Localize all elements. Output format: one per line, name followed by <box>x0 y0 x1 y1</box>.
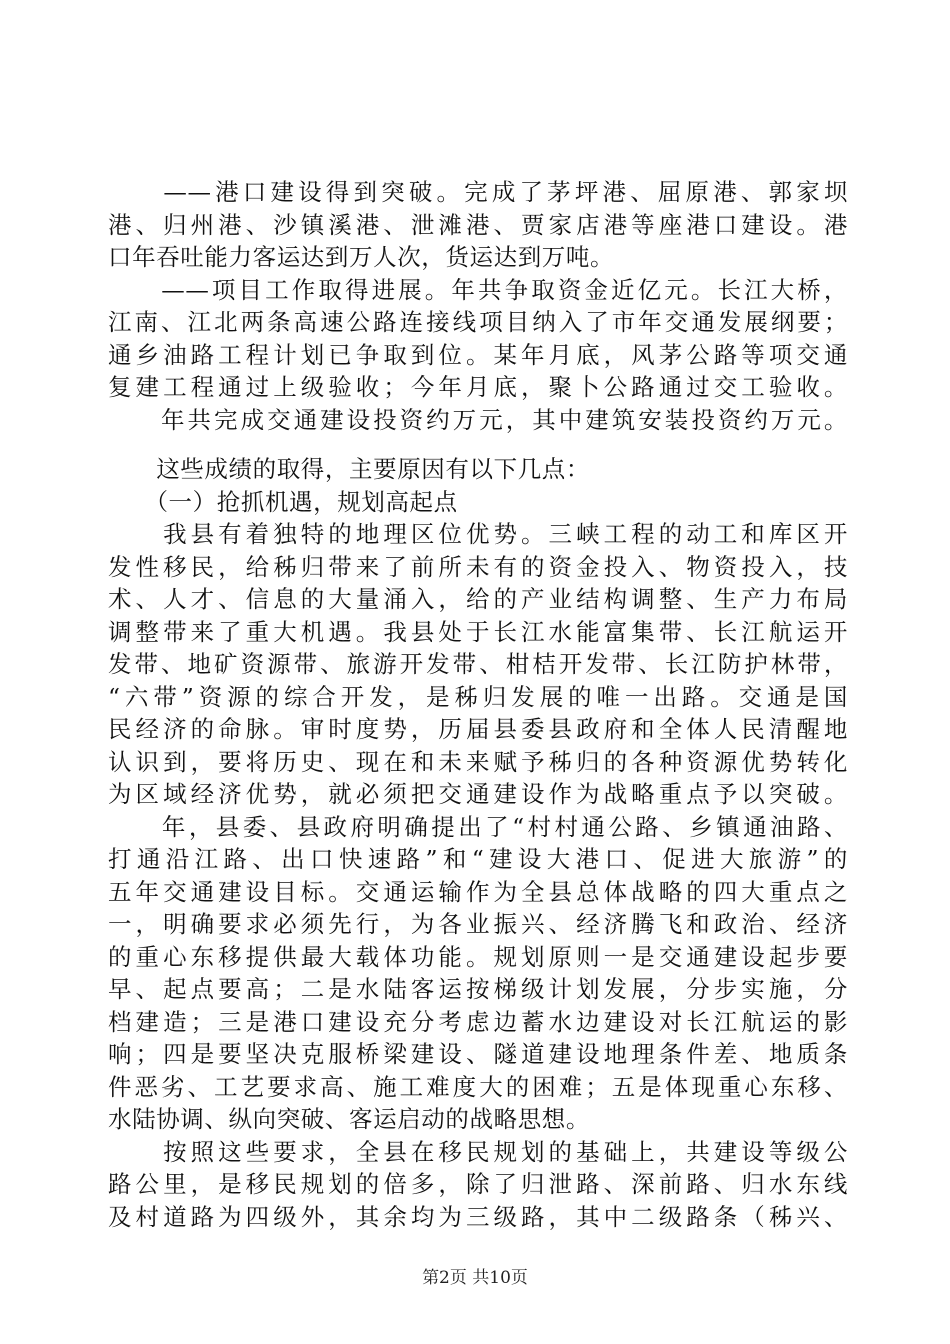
text-line: 的重心东移提供最大载体功能。规划原则一是交通建设起步要 <box>108 942 848 971</box>
text-line: 路公里，是移民规划的倍多，除了归泄路、深前路、归水东线 <box>108 1170 848 1198</box>
text-line: 按照这些要求，全县在移民规划的基础上，共建设等级公 <box>108 1137 848 1166</box>
text-line: 这些成绩的取得，主要原因有以下几点： <box>108 455 590 483</box>
paragraph-gap <box>108 436 848 453</box>
page-footer: 第2页 共10页 <box>422 1268 528 1288</box>
text-line: 江南、江北两条高速公路连接线项目纳入了市年交通发展纲要； <box>108 308 848 336</box>
text-line: 一，明确要求必须先行，为各业振兴、经济腾飞和政治、经济 <box>108 910 848 938</box>
text-line: 件恶劣、工艺要求高、施工难度大的困难；五是体现重心东移、 <box>108 1072 848 1101</box>
text-line: 我县有着独特的地理区位优势。三峡工程的动工和库区开 <box>108 520 848 548</box>
text-line: 五年交通建设目标。交通运输作为全县总体战略的四大重点之 <box>108 877 848 906</box>
text-line: ——港口建设得到突破。完成了茅坪港、屈原港、郭家坝 <box>108 178 848 206</box>
text-line: 为区域经济优势，就必须把交通建设作为战略重点予以突破。 <box>108 780 848 808</box>
text-line: 打通沿江路、出口快速路”和“建设大港口、促进大旅游”的 <box>108 845 848 873</box>
text-line: 口年吞吐能力客运达到万人次，货运达到万吨。 <box>108 243 615 271</box>
text-line: 港、归州港、沙镇溪港、泄滩港、贾家店港等座港口建设。港 <box>108 210 848 239</box>
text-line: （一）抢抓机遇，规划高起点 <box>108 487 458 516</box>
text-line: 发性移民，给秭归带来了前所未有的资金投入、物资投入，技 <box>108 552 848 581</box>
text-line: 发带、地矿资源带、旅游开发带、柑桔开发带、长江防护林带， <box>108 650 848 678</box>
text-line: “六带”资源的综合开发，是秭归发展的唯一出路。交通是国 <box>108 682 848 711</box>
text-line: ——项目工作取得进展。年共争取资金近亿元。长江大桥， <box>108 275 848 304</box>
text-line: 响；四是要坚决克服桥梁建设、隧道建设地理条件差、地质条 <box>108 1040 848 1068</box>
text-line: 复建工程通过上级验收；今年月底，聚卜公路通过交工验收。 <box>108 373 848 401</box>
text-line: 年，县委、县政府明确提出了“村村通公路、乡镇通油路、 <box>108 812 848 841</box>
text-line: 早、起点要高；二是水陆客运按梯级计划发展，分步实施，分 <box>108 975 848 1003</box>
text-line: 及村道路为四级外，其余均为三级路，其中二级路条（秭兴、 <box>108 1202 848 1231</box>
text-line: 档建造；三是港口建设充分考虑边蓄水边建设对长江航运的影 <box>108 1007 848 1036</box>
body-text <box>108 176 848 1233</box>
text-line: 年共完成交通建设投资约万元，其中建筑安装投资约万元。 <box>108 405 848 434</box>
text-line: 认识到，要将历史、现在和未来赋予秭归的各种资源优势转化 <box>108 747 848 776</box>
text-line: 民经济的命脉。审时度势，历届县委县政府和全体人民清醒地 <box>108 715 848 743</box>
text-line: 术、人才、信息的大量涌入，给的产业结构调整、生产力布局 <box>108 585 848 613</box>
text-line: 调整带来了重大机遇。我县处于长江水能富集带、长江航运开 <box>108 617 848 646</box>
text-line: 水陆协调、纵向突破、客运启动的战略思想。 <box>108 1105 590 1133</box>
text-line: 通乡油路工程计划已争取到位。某年月底，风茅公路等项交通 <box>108 340 848 369</box>
